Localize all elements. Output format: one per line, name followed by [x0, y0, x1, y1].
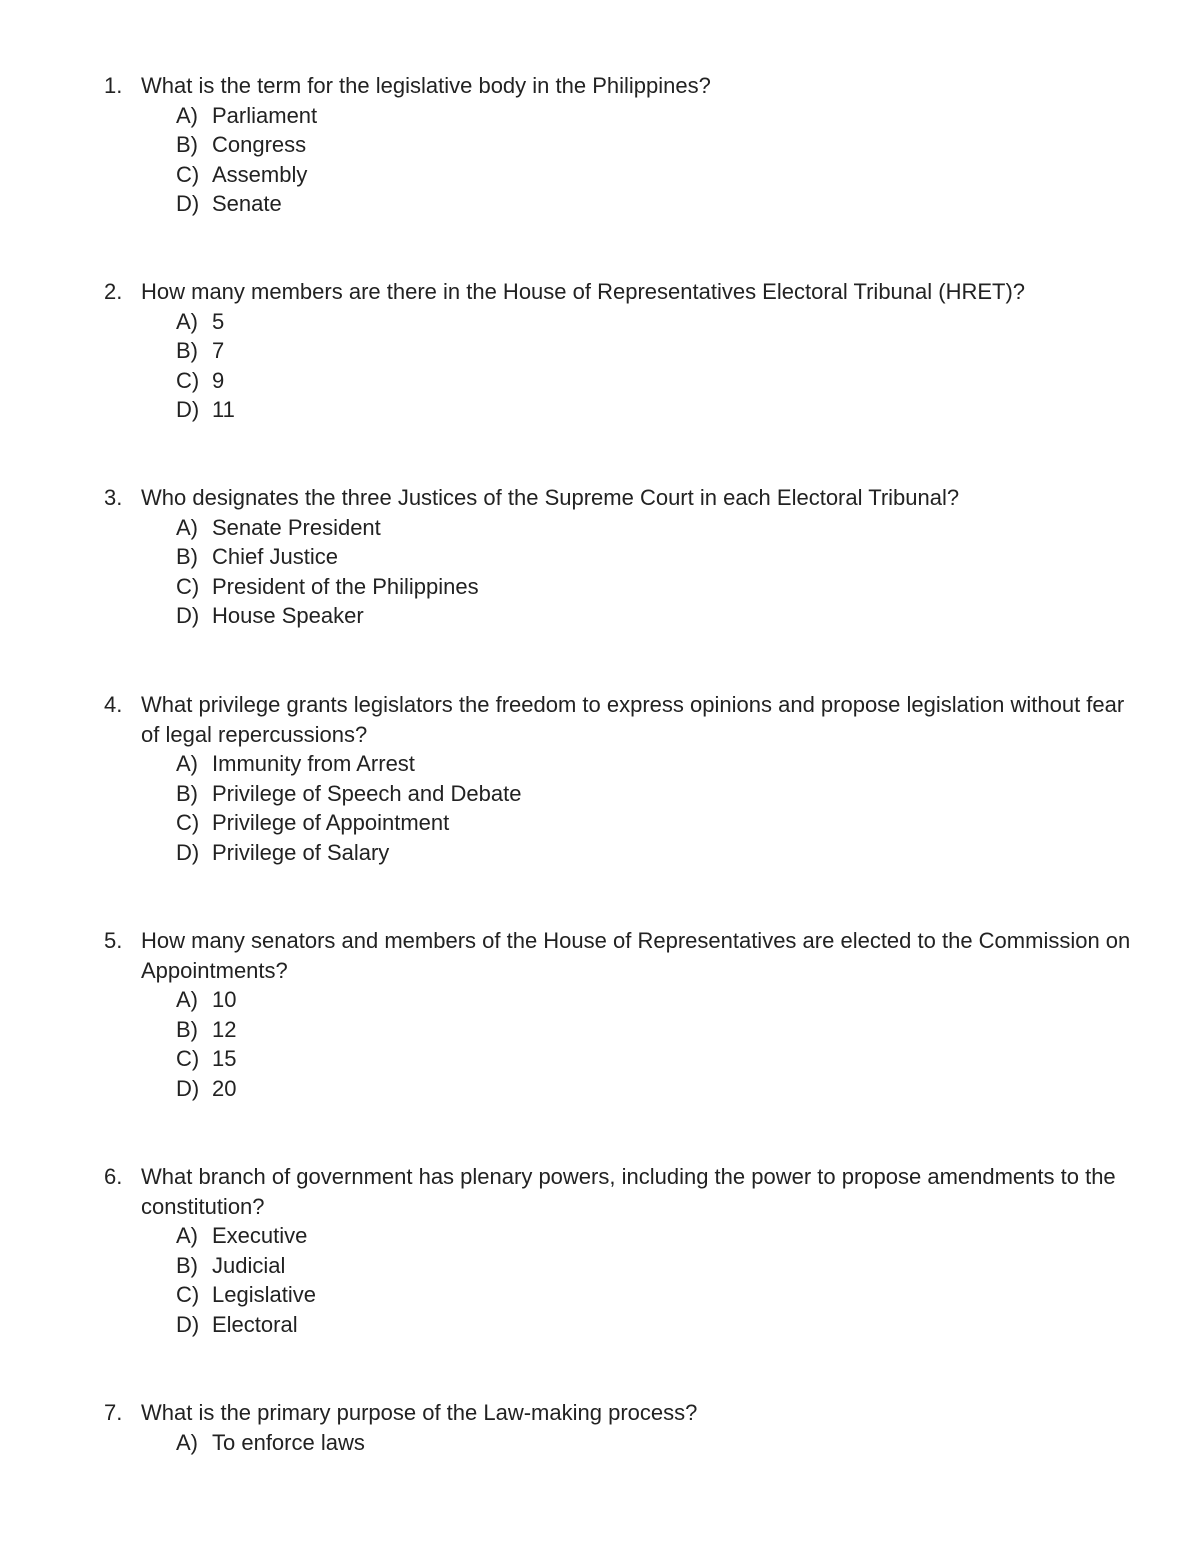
options-list	[104, 307, 1144, 425]
option-letter: C)	[176, 367, 200, 393]
option-text: 7	[212, 338, 225, 363]
question-3	[104, 483, 1144, 631]
option-letter: A)	[176, 308, 198, 334]
option-letter: A)	[176, 102, 198, 128]
question-1	[104, 71, 1144, 219]
option-text: Senate President	[212, 514, 381, 540]
option-letter: B)	[176, 544, 198, 569]
options-list	[104, 985, 1144, 1103]
option-letter: A)	[176, 987, 198, 1012]
question-number: 1.	[104, 73, 123, 98]
option-text: Judicial	[212, 1252, 286, 1278]
question-stem	[104, 1398, 1144, 1428]
option-text: 20	[212, 1075, 237, 1101]
option-text: Electoral	[212, 1311, 298, 1337]
question-number: 7.	[104, 1400, 123, 1425]
option-text: Parliament	[212, 102, 318, 128]
question-4	[104, 690, 1144, 867]
options-list	[104, 101, 1144, 219]
option-b	[104, 130, 1144, 160]
question-number: 2.	[104, 279, 123, 304]
question-6	[104, 1162, 1144, 1339]
option-letter: B)	[176, 780, 198, 806]
option-letter: B)	[176, 338, 198, 363]
option-c	[104, 1280, 1144, 1310]
option-letter: C)	[176, 1282, 200, 1307]
option-b	[104, 336, 1144, 366]
option-text: Assembly	[212, 161, 308, 187]
option-letter: B)	[176, 1016, 198, 1042]
question-text: How many senators and members of the House of Representatives are elected to the Commission on Appointments?	[141, 928, 1131, 983]
question-stem	[104, 690, 1144, 749]
option-letter: A)	[176, 1429, 198, 1455]
question-stem	[104, 71, 1144, 101]
option-text: Congress	[212, 132, 307, 157]
option-text: To enforce laws	[212, 1429, 365, 1455]
option-a	[104, 307, 1144, 337]
option-a	[104, 101, 1144, 131]
option-letter: C)	[176, 161, 200, 187]
option-text: Privilege of Appointment	[212, 810, 450, 835]
option-b	[104, 779, 1144, 809]
question-stem	[104, 926, 1144, 985]
option-text: Privilege of Speech and Debate	[212, 780, 522, 806]
question-text: What is the primary purpose of the Law-making process?	[141, 1400, 698, 1425]
option-d	[104, 395, 1144, 425]
option-d	[104, 1074, 1144, 1104]
option-a	[104, 1221, 1144, 1251]
option-letter: D)	[176, 397, 200, 422]
option-b	[104, 1015, 1144, 1045]
option-text: House Speaker	[212, 603, 364, 628]
options-list	[104, 1428, 1144, 1458]
question-text: What is the term for the legislative body in the Philippines?	[141, 73, 711, 98]
question-number: 4.	[104, 692, 123, 717]
option-a	[104, 513, 1144, 543]
option-text: 15	[212, 1046, 237, 1071]
option-d	[104, 1310, 1144, 1340]
option-letter: A)	[176, 751, 198, 776]
option-d	[104, 838, 1144, 868]
option-a	[104, 749, 1144, 779]
options-list	[104, 513, 1144, 631]
option-text: Legislative	[212, 1282, 316, 1307]
option-text: 11	[212, 397, 235, 422]
option-text: Privilege of Salary	[212, 839, 390, 865]
option-text: 12	[212, 1016, 237, 1042]
option-d	[104, 601, 1144, 631]
options-list	[104, 749, 1144, 867]
option-b	[104, 1251, 1144, 1281]
option-c	[104, 160, 1144, 190]
option-d	[104, 189, 1144, 219]
option-letter: C)	[176, 573, 200, 599]
option-text: Immunity from Arrest	[212, 751, 415, 776]
question-number: 5.	[104, 928, 123, 953]
question-stem	[104, 277, 1144, 307]
options-list	[104, 1221, 1144, 1339]
option-a	[104, 985, 1144, 1015]
question-text: Who designates the three Justices of the Supreme Court in each Electoral Tribunal?	[141, 485, 960, 510]
option-letter: D)	[176, 1311, 200, 1337]
option-letter: D)	[176, 839, 200, 865]
option-letter: C)	[176, 810, 200, 835]
question-text: What branch of government has plenary powers, including the power to propose amendments to the constitution?	[141, 1164, 1116, 1219]
option-letter: D)	[176, 1075, 200, 1101]
option-c	[104, 366, 1144, 396]
question-number: 3.	[104, 485, 123, 510]
option-c	[104, 808, 1144, 838]
option-text: Senate	[212, 191, 282, 216]
option-b	[104, 542, 1144, 572]
option-letter: A)	[176, 1223, 198, 1248]
question-text: What privilege grants legislators the freedom to express opinions and propose legislation without fear of legal repercussions?	[141, 692, 1125, 747]
option-text: President of the Philippines	[212, 573, 479, 599]
option-letter: A)	[176, 514, 198, 540]
option-a	[104, 1428, 1144, 1458]
option-letter: B)	[176, 1252, 198, 1278]
question-7	[104, 1398, 1144, 1457]
question-2	[104, 277, 1144, 425]
question-5	[104, 926, 1144, 1103]
question-number: 6.	[104, 1164, 123, 1189]
option-c	[104, 1044, 1144, 1074]
question-text: How many members are there in the House of Representatives Electoral Tribunal (HRET)?	[141, 279, 1026, 304]
option-letter: B)	[176, 132, 198, 157]
option-text: 10	[212, 987, 237, 1012]
option-letter: C)	[176, 1046, 200, 1071]
question-stem	[104, 1162, 1144, 1221]
option-letter: D)	[176, 603, 200, 628]
option-c	[104, 572, 1144, 602]
option-text: 9	[212, 367, 225, 393]
option-text: Chief Justice	[212, 544, 338, 569]
option-text: 5	[212, 308, 225, 334]
option-letter: D)	[176, 191, 200, 216]
option-text: Executive	[212, 1223, 308, 1248]
question-stem	[104, 483, 1144, 513]
